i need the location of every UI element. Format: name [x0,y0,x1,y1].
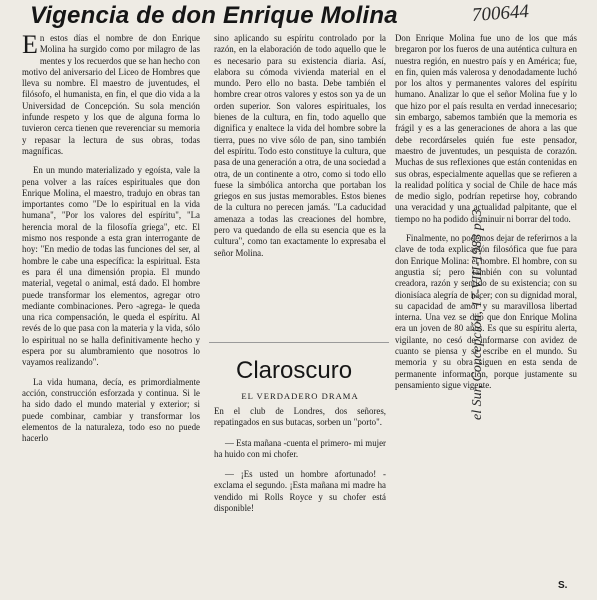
article-paragraph: En un mundo materializado y egoísta, vale la pena volver a las raíces espirituales que don Enrique Molina, el maestro, tradujo en obras tan importantes como "De lo espiritual en la vida humana", "Por los valores del espíritu", "La herencia moral de la filosofía griega", etc. El mismo nos responde a esta gran interrogante de hoy: "En medio de todas las funciones del ser, al hombre le cabe una específica: la espiritual. Esta es para él una dimensión propia. El mundo material, vegetal o animal, está dado. El hombre puede transformar los elementos, agregar otro mediante combinaciones. Pero -agrega- le queda una rica compensación, le queda el espíritu. Al revés de lo que pasa con la materia y la vida, sólo lo espiritual no se halla definitivamente hecho y espera por su alumbramiento que nosotros lo vayamos realizando". [22,165,200,368]
claroscuro-column [214,406,386,594]
handwritten-reference-code: 700644 [471,1,530,26]
article-column-1 [22,33,200,600]
claroscuro-paragraph: — Esta mañana -cuenta el primero- mi mujer ha huido con mi chofer. [214,437,386,459]
article-paragraph: Finalmente, no podemos dejar de referirnos a la clave de toda explicación filosófica que fue para don Enrique Molina: el hombre. El hombre, con su angustia sí; pero también con su voluntad creadora, razón y sentido de su existencia; con su dionisíaca alegría de hacer; con su dignidad moral, su capacidad de amor y su maravillosa libertad interna. Una vez se dijo que don Enrique Molina era un joven de 80 años. Es que su espíritu alerta, vigilante, no cesó de informarse con avidez de cuanto se piensa y se escribe en el mundo. Su memoria y su obra siguen en esta senda de permanente información, porque justamente su pensamiento sigue vigente. [395,233,577,390]
headline: Vigencia de don Enrique Molina [30,2,398,29]
article-paragraph [22,33,200,157]
handwritten-margin-note: el Sur, Concepción, 17-VIII-1983 p. 3 [470,209,485,420]
article-paragraph: sino aplicando su espíritu controlado por la razón, en la elaboración de todo aquello que le es necesario para su existencia diaria. Así, elabora su cómoda vivienda material en el mundo. Pero ello no basta. Debe también el hombre crear otros valores y estos son ya de un orden superior. Son valores espirituales, los bienes de la cultura, en fin, todo aquello que dignifica y enaltece la vida del hombre sobre la tierra, pues no vive sólo de pan, sino también del espíritu. Todo esto constituye la cultura, que pasa de una generación a otra, de una sociedad a otra, de un continente a otro, como si todo ello fuese la simbólica antorcha que portaban los griegos en sus justas memorables. Estos bienes de la cultura no perecen jamás. "La caducidad amenaza a todas las creaciones del hombre, pero va quedando de ella su esencia que es la cultura", como tan exactamente lo expresaba el señor Molina. [214,33,386,258]
claroscuro-paragraph: En el club de Londres, dos señores, repatingados en sus butacas, sorben un "porto". [214,406,386,428]
section-title: Claroscuro [236,357,353,384]
author-signature: S. [558,580,568,591]
article-column-2 [214,33,386,373]
section-divider [209,342,389,343]
section-kicker: EL VERDADERO DRAMA [241,391,359,401]
paragraph-text: n estos días el nombre de don Enrique Molina ha surgido como por milagro de las mentes y los recuerdos que se han hecho con motivo del aniversario del Liceo de Hombres que lleva su nombre. El maestro de juventudes, el filósofo, el humanista, en fin, el que dio vida a la Universidad de Concepción. Su sola mención infunde respeto y los que de alguna forma lo tuvieron cerca tienen que reverenciar su memoria y repasar la lectura de sus obras, todas magníficas. [22,33,200,156]
article-column-3 [395,33,577,576]
claroscuro-paragraph: — ¡Es usted un hombre afortunado! -exclama el segundo. ¡Esta mañana mi madre ha vendido mi Rolls Royce y su chofer está disponible! [214,469,386,514]
drop-cap: E [22,33,38,59]
article-paragraph: Don Enrique Molina fue uno de los que más bregaron por los fueros de una auténtica cultura en nuestra región, en nuestro país y en América; fue, en fin, quien más valerosa y denodadamente luchó por los altos y permanentes valores del espíritu humano. Analizar lo que el señor Molina fue y lo que hizo por el país resulta en verdad innecesario; sin embargo, sabemos también que la memoria es frágil y es a las generaciones de ahora a las que debe recordárseles quién fue este pensador, maestro de juventudes, un pesquista de corazón. Muchas de sus reflexiones que están contenidas en sus obras, especialmente aquellas que se refieren a la realidad política y social de Chile de hace más de medio siglo, podrían repetirse hoy, cobrando una veracidad y una actualidad palpitante, que el tiempo no ha podido disminuir ni borrar del todo. [395,33,577,224]
article-paragraph: La vida humana, decía, es primordialmente acción, construcción esforzada y continua. Si le ha sido dado el mundo material y exterior; si puede combinar, cambiar y transformar los elementos de la naturaleza, todo eso no puede hacerlo [22,376,200,444]
